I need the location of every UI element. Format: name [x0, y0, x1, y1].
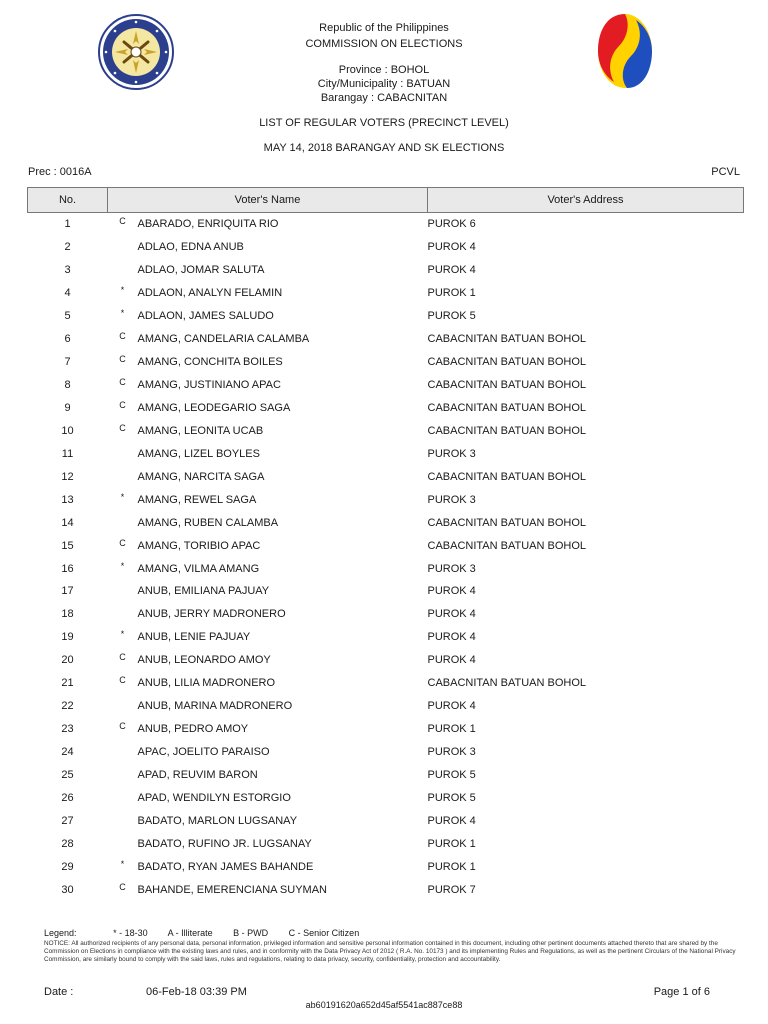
city-line: City/Municipality : BATUAN [317, 78, 451, 90]
voter-address: PUROK 5 [427, 791, 476, 804]
voter-address: PUROK 5 [427, 768, 476, 781]
voter-address: CABACNITAN BATUAN BOHOL [427, 677, 587, 690]
voter-address: CABACNITAN BATUAN BOHOL [427, 470, 587, 483]
voter-address: CABACNITAN BATUAN BOHOL [427, 401, 587, 414]
voter-category-mark: C [119, 216, 126, 227]
voter-category-mark [108, 600, 138, 623]
voter-category-mark: C [119, 399, 126, 410]
voter-name: ANUB, LEONARDO AMOY [137, 654, 271, 667]
voter-number: 15 [61, 539, 74, 552]
voter-address: PUROK 4 [427, 654, 476, 667]
voter-category-mark [108, 692, 138, 715]
voter-number: 3 [64, 264, 71, 277]
voter-category-mark: C [119, 537, 126, 548]
voter-number: 29 [61, 860, 74, 873]
voter-address: PUROK 4 [427, 264, 476, 277]
voter-category-mark [108, 462, 138, 485]
voter-name: BADATO, RUFINO JR. LUGSANAY [137, 837, 312, 850]
precinct-label: Prec : 0016A [28, 166, 92, 178]
list-title: LIST OF REGULAR VOTERS (PRECINCT LEVEL) [259, 117, 509, 129]
voter-address: PUROK 1 [427, 723, 476, 736]
voter-name: APAD, WENDILYN ESTORGIO [137, 791, 291, 804]
voters-table [27, 187, 744, 901]
voter-number: 23 [61, 723, 74, 736]
voter-address: PUROK 6 [427, 218, 476, 231]
voter-category-mark [108, 439, 138, 462]
voter-address: CABACNITAN BATUAN BOHOL [427, 333, 587, 346]
voter-name: AMANG, LEONITA UCAB [137, 424, 264, 437]
voter-name: APAD, REUVIM BARON [137, 768, 258, 781]
voter-address: PUROK 3 [427, 746, 476, 759]
voter-name: AMANG, JUSTINIANO APAC [137, 379, 281, 392]
voter-address: CABACNITAN BATUAN BOHOL [427, 424, 587, 437]
voter-address: PUROK 7 [427, 883, 476, 896]
voter-name: ANUB, JERRY MADRONERO [137, 608, 286, 621]
barangay-line: Barangay : CABACNITAN [320, 92, 448, 104]
voter-category-mark [108, 577, 138, 600]
voter-name: ADLAON, JAMES SALUDO [137, 310, 274, 323]
voter-name: AMANG, REWEL SAGA [137, 493, 257, 506]
voter-number: 14 [61, 516, 74, 529]
column-header-no: No. [28, 188, 108, 213]
voter-address: PUROK 4 [427, 631, 476, 644]
voter-category-mark: C [119, 377, 126, 388]
voter-category-mark: C [119, 881, 126, 892]
document-header [0, 21, 768, 105]
voter-number: 19 [61, 631, 74, 644]
voter-name: AMANG, CANDELARIA CALAMBA [137, 333, 310, 346]
form-code: PCVL [711, 166, 740, 178]
voter-address: PUROK 3 [427, 562, 476, 575]
voter-name: ADLAO, EDNA ANUB [137, 241, 244, 254]
election-title: MAY 14, 2018 BARANGAY AND SK ELECTIONS [263, 142, 505, 154]
date-value: 06-Feb-18 03:39 PM [146, 986, 247, 998]
voter-number: 13 [61, 493, 74, 506]
voter-address: CABACNITAN BATUAN BOHOL [427, 539, 587, 552]
comelec-line: COMMISSION ON ELECTIONS [305, 38, 463, 50]
voter-name: AMANG, VILMA AMANG [137, 562, 260, 575]
voter-number: 11 [61, 447, 74, 460]
province-line: Province : BOHOL [338, 64, 430, 76]
column-header-address: Voter's Address [428, 188, 744, 213]
voter-number: 10 [61, 424, 74, 437]
voter-category-mark [108, 256, 138, 279]
voter-number: 2 [64, 241, 71, 254]
voter-number: 1 [64, 218, 71, 231]
voter-number: 25 [61, 768, 74, 781]
voter-category-mark: C [119, 331, 126, 342]
date-label: Date : [44, 986, 74, 998]
voter-address: PUROK 4 [427, 700, 476, 713]
legend [44, 928, 377, 938]
voter-number: 4 [64, 287, 71, 300]
voter-name: AMANG, NARCITA SAGA [137, 470, 265, 483]
voter-address: CABACNITAN BATUAN BOHOL [427, 356, 587, 369]
voter-name: ANUB, EMILIANA PAJUAY [137, 585, 270, 598]
voter-number: 24 [61, 746, 74, 759]
voter-number: 21 [61, 677, 74, 690]
voter-name: AMANG, CONCHITA BOILES [137, 356, 283, 369]
voter-number: 17 [61, 585, 74, 598]
legend-item-youth: * - 18-30 [113, 928, 148, 938]
voter-number: 5 [64, 310, 71, 323]
voter-address: PUROK 4 [427, 814, 476, 827]
voter-category-mark: C [119, 354, 126, 365]
voter-category-mark: * [120, 285, 125, 296]
voter-number: 6 [64, 333, 71, 346]
legend-item-illiterate: A - Illiterate [167, 928, 213, 938]
voter-category-mark [108, 783, 138, 806]
voter-address: PUROK 1 [427, 287, 476, 300]
document-hash: ab60191620a652d45af5541ac887ce88 [305, 1000, 463, 1010]
voter-category-mark: * [120, 308, 125, 319]
voter-name: ADLAO, JOMAR SALUTA [137, 264, 265, 277]
voter-address: PUROK 1 [427, 837, 476, 850]
voter-address: PUROK 1 [427, 860, 476, 873]
voter-category-mark [108, 806, 138, 829]
voter-rows [28, 213, 744, 902]
voter-number: 16 [61, 562, 74, 575]
legend-item-senior: C - Senior Citizen [288, 928, 360, 938]
voter-number: 26 [61, 791, 74, 804]
legend-label: Legend: [44, 928, 77, 938]
voter-name: APAC, JOELITO PARAISO [137, 746, 270, 759]
voter-address: PUROK 3 [427, 447, 476, 460]
voter-number: 18 [61, 608, 74, 621]
voter-name: AMANG, TORIBIO APAC [137, 539, 261, 552]
voter-name: ANUB, MARINA MADRONERO [137, 700, 293, 713]
voter-name: ANUB, LENIE PAJUAY [137, 631, 251, 644]
voter-category-mark [108, 761, 138, 784]
page-number: Page 1 of 6 [653, 986, 710, 998]
voter-number: 27 [61, 814, 74, 827]
voter-address: CABACNITAN BATUAN BOHOL [427, 379, 587, 392]
voter-number: 30 [61, 883, 74, 896]
voter-address: CABACNITAN BATUAN BOHOL [427, 516, 587, 529]
voter-category-mark: * [120, 491, 125, 502]
voter-name: ANUB, LILIA MADRONERO [137, 677, 276, 690]
voter-name: AMANG, RUBEN CALAMBA [137, 516, 279, 529]
voter-number: 22 [61, 700, 74, 713]
voter-number: 20 [61, 654, 74, 667]
legend-item-pwd: B - PWD [233, 928, 269, 938]
voter-name: ADLAON, ANALYN FELAMIN [137, 287, 283, 300]
voter-address: PUROK 4 [427, 241, 476, 254]
voter-name: BADATO, MARLON LUGSANAY [137, 814, 298, 827]
voter-category-mark: C [119, 652, 126, 663]
voter-name: ABARADO, ENRIQUITA RIO [137, 218, 279, 231]
voter-number: 28 [61, 837, 74, 850]
voter-name: BADATO, RYAN JAMES BAHANDE [137, 860, 314, 873]
voter-category-mark: * [120, 629, 125, 640]
voter-category-mark [108, 508, 138, 531]
voter-address: PUROK 4 [427, 585, 476, 598]
voter-category-mark [108, 233, 138, 256]
table-row [28, 878, 744, 901]
voter-name: BAHANDE, EMERENCIANA SUYMAN [137, 883, 327, 896]
voter-category-mark: * [120, 560, 125, 571]
voter-name: ANUB, PEDRO AMOY [137, 723, 249, 736]
voter-category-mark: * [120, 858, 125, 869]
column-header-name: Voter's Name [108, 188, 428, 213]
voter-name: AMANG, LIZEL BOYLES [137, 447, 260, 460]
voter-address: PUROK 5 [427, 310, 476, 323]
voter-number: 9 [64, 401, 71, 414]
voter-address: PUROK 3 [427, 493, 476, 506]
voter-category-mark: C [119, 422, 126, 433]
voter-address: PUROK 4 [427, 608, 476, 621]
voter-number: 7 [64, 356, 71, 369]
voter-category-mark [108, 829, 138, 852]
voter-category-mark: C [119, 675, 126, 686]
republic-line: Republic of the Philippines [319, 22, 449, 34]
voter-name: AMANG, LEODEGARIO SAGA [137, 401, 291, 414]
voter-number: 8 [64, 379, 71, 392]
voter-category-mark: C [119, 721, 126, 732]
voter-category-mark [108, 738, 138, 761]
voter-number: 12 [61, 470, 74, 483]
privacy-notice: NOTICE: All authorized recipients of any personal data, personal information, privileged information and sensitive personal information contained in this document, including other pertinent documents attached thereto that are shared by the Commission on Elections in compliance with the existing laws and rules, and in conformity with the Data Privacy Act of 2012 ( R.A. No. 10173 ) and its implementing Rules and Regulations, as well as the pertinent Circulars of the National Privacy Commission, are similarly bound to comply with the said laws, rules and regulations, relating to data privacy, security, confidentiality, protection and accountability. [44, 940, 736, 963]
